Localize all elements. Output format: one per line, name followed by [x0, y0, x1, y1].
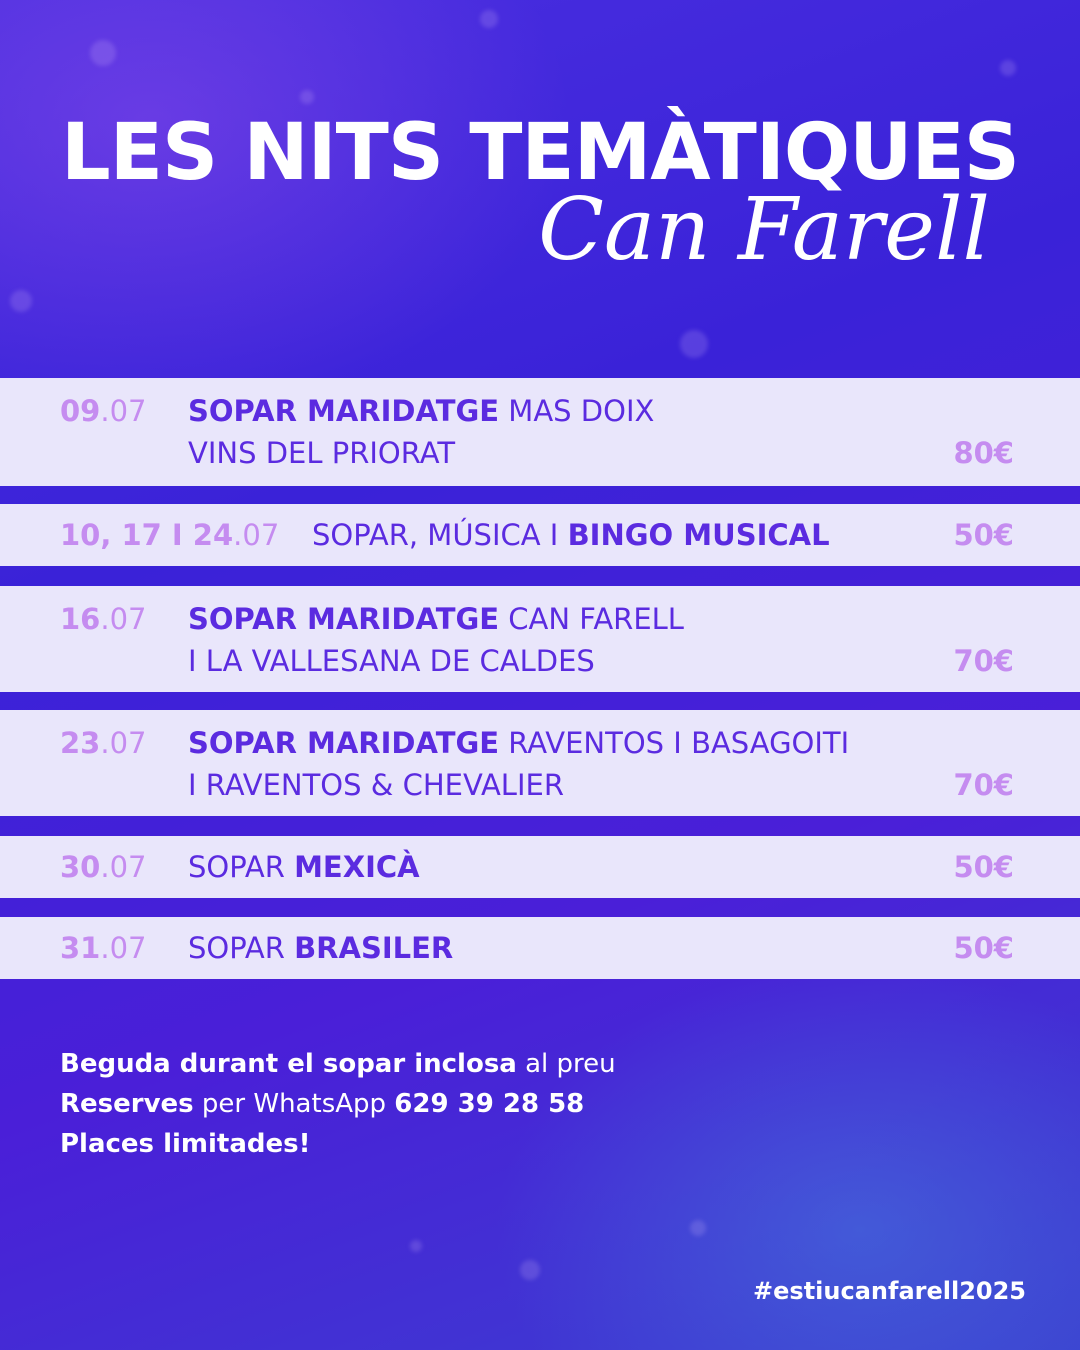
bokeh-decoration [10, 290, 32, 312]
event-price: 50€ [953, 931, 1014, 965]
event-date: 16.07 [60, 602, 147, 636]
info-reservations: Reserves per WhatsApp 629 39 28 58 [60, 1089, 585, 1119]
event-title: SOPAR MARIDATGE MAS DOIX [188, 394, 655, 428]
event-title: SOPAR BRASILER [188, 931, 454, 965]
event-row [0, 710, 1080, 816]
event-title: SOPAR MARIDATGE CAN FARELL [188, 602, 684, 636]
event-title: SOPAR MEXICÀ [188, 850, 420, 884]
whatsapp-phone: 629 39 28 58 [394, 1089, 585, 1119]
event-date: 10, 17 I 24.07 [60, 518, 280, 552]
event-row [0, 378, 1080, 486]
event-price: 50€ [953, 518, 1014, 552]
event-date: 30.07 [60, 850, 147, 884]
bokeh-decoration [690, 1220, 706, 1236]
event-price: 80€ [953, 436, 1014, 470]
event-subtitle: VINS DEL PRIORAT [188, 436, 456, 470]
event-title: SOPAR MARIDATGE RAVENTOS I BASAGOITI [188, 726, 850, 760]
event-price: 70€ [953, 768, 1014, 802]
page-title: LES NITS TEMÀTIQUES [61, 108, 1019, 198]
event-row [0, 836, 1080, 898]
bokeh-decoration [480, 10, 498, 28]
bokeh-decoration [90, 40, 116, 66]
bokeh-decoration [520, 1260, 540, 1280]
info-block [60, 1044, 616, 1164]
event-subtitle: I RAVENTOS & CHEVALIER [188, 768, 564, 802]
event-subtitle: I LA VALLESANA DE CALDES [188, 644, 595, 678]
event-price: 50€ [953, 850, 1014, 884]
event-row [0, 504, 1080, 566]
bokeh-decoration [300, 90, 314, 104]
info-drinks: Beguda durant el sopar inclosa al preu [60, 1049, 616, 1079]
page-subtitle-script: Can Farell [538, 180, 990, 280]
event-price: 70€ [953, 644, 1014, 678]
event-date: 23.07 [60, 726, 147, 760]
bokeh-decoration [410, 1240, 422, 1252]
bokeh-decoration [680, 330, 708, 358]
hashtag: #estiucanfarell2025 [753, 1277, 1026, 1305]
event-row [0, 917, 1080, 979]
event-date: 09.07 [60, 394, 147, 428]
event-date: 31.07 [60, 931, 147, 965]
info-limited: Places limitades! [60, 1129, 311, 1159]
bokeh-decoration [1000, 60, 1016, 76]
event-title: SOPAR, MÚSICA I BINGO MUSICAL [312, 518, 830, 552]
event-row [0, 586, 1080, 692]
